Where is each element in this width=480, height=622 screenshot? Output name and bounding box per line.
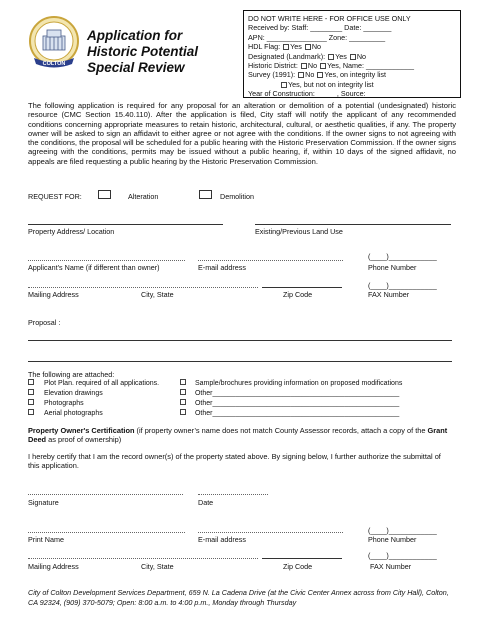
office-hdl-flag: HDL Flag: Yes No [248,42,322,52]
survey-yes-not-checkbox[interactable] [281,82,287,88]
survey-no-checkbox[interactable] [298,72,304,78]
demolition-label: Demolition [220,192,254,201]
attachment-left-2: Elevation drawings [28,389,103,398]
signature-line[interactable] [28,494,183,495]
applicant-email-label: E-mail address [198,263,246,272]
signature-label: Signature [28,498,59,507]
owner-fax-blank[interactable]: (____)____________ [368,551,437,560]
applicant-zip-line[interactable] [262,287,342,288]
property-address-line[interactable] [28,224,223,225]
request-for-label: REQUEST FOR: [28,192,82,201]
applicant-fax-label: FAX Number [368,290,410,299]
attachment-left-4: Aerial photographs [28,409,103,418]
attachment-left-3: Photographs [28,399,84,408]
applicant-mailing-label: Mailing Address [28,290,79,299]
applicant-zip-label: Zip Code [283,290,313,299]
title-line-2: Historic Potential [87,44,199,59]
print-name-label: Print Name [28,535,64,544]
demolition-checkbox[interactable] [199,190,212,199]
property-address-label: Property Address/ Location [28,227,115,236]
office-use-box [243,10,461,98]
proposal-label: Proposal : [28,318,61,327]
alteration-label: Alteration [128,192,159,201]
applicant-email-line[interactable] [198,260,343,261]
office-survey: Survey (1991): No Yes, on integrity list [248,70,387,80]
owner-fax-label: FAX Number [370,562,412,571]
office-survey-not: Yes, but not on integrity list [248,80,456,89]
owner-phone-label: Phone Number [368,535,417,544]
title-line-3: Special Review [87,60,185,75]
owner-mailing-line[interactable] [28,558,258,559]
applicant-phone-label: Phone Number [368,263,417,272]
alteration-checkbox[interactable] [98,190,111,199]
owner-zip-line[interactable] [262,558,342,559]
plot-plan-checkbox[interactable] [28,379,34,385]
office-box-heading: DO NOT WRITE HERE - FOR OFFICE USE ONLY [248,14,411,23]
office-historic-district: Historic District: No Yes, Name: ____________ [248,61,414,71]
survey-yes-checkbox[interactable] [317,72,323,78]
other-3-checkbox[interactable] [180,409,186,415]
title-line-1: Application for [87,28,183,43]
hdl-yes-checkbox[interactable] [283,44,289,50]
attachment-right-1: Sample/brochures providing information on proposed modifications [180,379,402,388]
city-seal-logo [28,14,80,72]
elevation-checkbox[interactable] [28,389,34,395]
district-yes-checkbox[interactable] [320,63,326,69]
office-apn: APN: _______________ Zone: _________ [248,32,386,42]
owner-zip-label: Zip Code [283,562,313,571]
certification-note: Property Owner's Certification (if property owner’s name does not match County Assessor records, attach a copy of the Grant Deed as proof of ownership) [28,426,448,445]
applicant-fax-blank[interactable]: (____)____________ [368,281,437,290]
applicant-name-line[interactable] [28,260,185,261]
intro-paragraph: The following application is required for any proposal for an alteration or demolition of a potential (undesignated) historic resource (CMC Section 15.40.110). After the application is filed, City staff will notify the applicant of any recommended conditions concerning appropriate measures to retain historic, architectural, cultural, or aesthetic qualities, if any. The property owner will be asked to sign an affidavit to either agree or not agree with the conditions. If the owner signs to not agreeing with the conditions, the proposal will be scheduled for a public hearing with the Historic Preservation Commission. If the owner signs agreeing with the conditions, permits may be issued without a public hearing, if, within 10 days of the signed affidavit, no appeals are filed requesting a public hearing by the Historic Preservation Commission. [28,101,456,166]
hdl-no-checkbox[interactable] [305,44,311,50]
attachment-right-4: Other________________________________________________ [180,409,399,418]
footer-address: City of Colton Development Services Department, 659 N. La Cadena Drive (at the Civic Center Annex across from City Hall), Colton, CA 92324, (909) 370-5079; Open: 8:00 a.m. to 4:00 p.m., Monday through Thursday [28,588,449,607]
office-year: Year of Construction: _____, Source: _____________ [248,89,420,99]
applicant-mailing-line[interactable] [28,287,258,288]
signature-date-line[interactable] [198,494,268,495]
existing-use-label: Existing/Previous Land Use [255,227,343,236]
seal-lettering: COLTON [42,61,66,67]
existing-use-line[interactable] [255,224,451,225]
photographs-checkbox[interactable] [28,399,34,405]
attachments-heading: The following are attached: [28,370,115,379]
attachment-right-2: Other________________________________________________ [180,389,399,398]
aerial-checkbox[interactable] [28,409,34,415]
applicant-phone-blank[interactable]: (____)____________ [368,252,437,261]
applicant-name-label: Applicant’s Name (if different than owner) [28,263,160,272]
signature-date-label: Date [198,498,214,507]
office-designated: Designated (Landmark): Yes No [248,51,367,61]
applicant-city-label: City, State [141,290,174,299]
owner-email-line[interactable] [198,532,343,533]
other-2-checkbox[interactable] [180,399,186,405]
proposal-line-2[interactable] [28,361,452,362]
attachment-right-3: Other________________________________________________ [180,399,399,408]
sample-brochures-checkbox[interactable] [180,379,186,385]
designated-no-checkbox[interactable] [350,54,356,60]
print-name-line[interactable] [28,532,185,533]
certification-statement: I hereby certify that I am the record owner(s) of the property stated above. By signing below, I further authorize the submittal of this application. [28,452,441,471]
district-no-checkbox[interactable] [301,63,307,69]
proposal-line-1[interactable] [28,340,452,341]
owner-city-label: City, State [141,562,174,571]
owner-email-label: E-mail address [198,535,246,544]
designated-yes-checkbox[interactable] [328,54,334,60]
attachment-left-1: Plot Plan. required of all applications. [28,379,159,388]
form-title [87,28,237,76]
other-1-checkbox[interactable] [180,389,186,395]
office-received: Received by: Staff: ________ Date: _______ [248,23,392,33]
owner-phone-blank[interactable]: (____)____________ [368,526,437,535]
owner-mailing-label: Mailing Address [28,562,79,571]
